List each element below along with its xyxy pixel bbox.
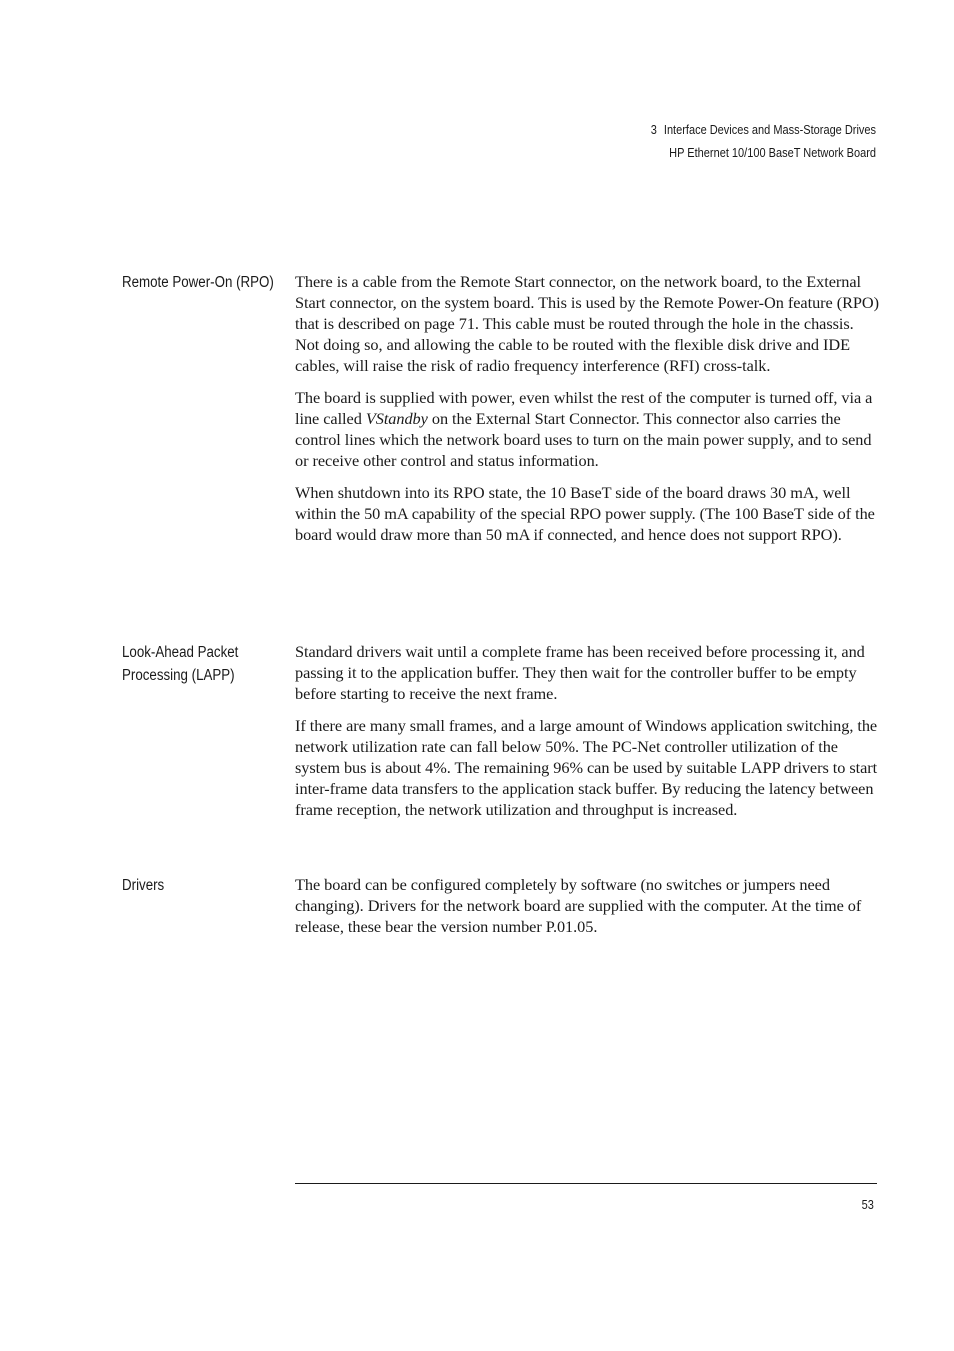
paragraph xyxy=(295,387,881,471)
side-heading: Remote Power-On (RPO) xyxy=(122,274,274,291)
paragraph: Standard drivers wait until a complete frame has been received before processing it, and passing it to the application buffer. They then wait for the controller buffer to be empty before starting to receive the next frame. xyxy=(295,642,865,703)
chapter-title: Interface Devices and Mass-Storage Drives xyxy=(663,123,876,137)
paragraph: The board can be configured completely by software (no switches or jumpers need changing). Drivers for the network board are supplied with the computer. At the time of release, these bear the version number P.01.05. xyxy=(295,875,862,936)
section-body xyxy=(295,271,881,556)
footer-rule xyxy=(295,1183,877,1184)
emphasis-vstandby: VStandby xyxy=(365,409,428,428)
section-body xyxy=(295,874,881,948)
chapter-number: 3 xyxy=(650,123,657,137)
paragraph: When shutdown into its RPO state, the 10 BaseT side of the board draws 30 mA, well within the 50 mA capability of the special RPO power supply. (The 100 BaseT side of the board would draw more than 50 mA if connected, and hence does not support RPO). xyxy=(295,483,875,544)
paragraph: There is a cable from the Remote Start connector, on the network board, to the External Start connector, on the system board. This is used by the Remote Power-On feature (RPO) that is described on page 71. This cable must be routed through the hole in the chassis. Not doing so, and allowing the cable to be routed with the flexible disk drive and IDE cables, will raise the risk of radio frequency interference (RFI) cross-talk. xyxy=(295,272,879,375)
section-title: HP Ethernet 10/100 BaseT Network Board xyxy=(669,146,876,160)
side-heading-line: Look-Ahead Packet xyxy=(122,644,239,661)
side-heading: Drivers xyxy=(122,877,165,894)
running-header xyxy=(651,119,876,165)
side-heading xyxy=(122,641,266,687)
side-heading-line: Processing (LAPP) xyxy=(122,667,235,684)
page-number: 53 xyxy=(861,1198,874,1212)
paragraph-text: The board is supplied with power, even whilst the rest of the computer is turned off, via a line called xyxy=(295,388,873,428)
paragraph: If there are many small frames, and a large amount of Windows application switching, the network utilization rate can fall below 50%. The PC-Net controller utilization of the system bus is about 4%. The remaining 96% can be used by suitable LAPP drivers to start inter-frame data transfers to the application stack buffer. By reducing the latency between frame reception, the network utilization and throughput is increased. xyxy=(295,716,878,819)
chapter-line xyxy=(651,119,876,142)
paragraph-text: on the External Start Connector. This connector also carries the control lines which the network board uses to turn on the main power supply, and to send or receive other control and status information. xyxy=(295,409,872,470)
section-body xyxy=(295,641,881,831)
